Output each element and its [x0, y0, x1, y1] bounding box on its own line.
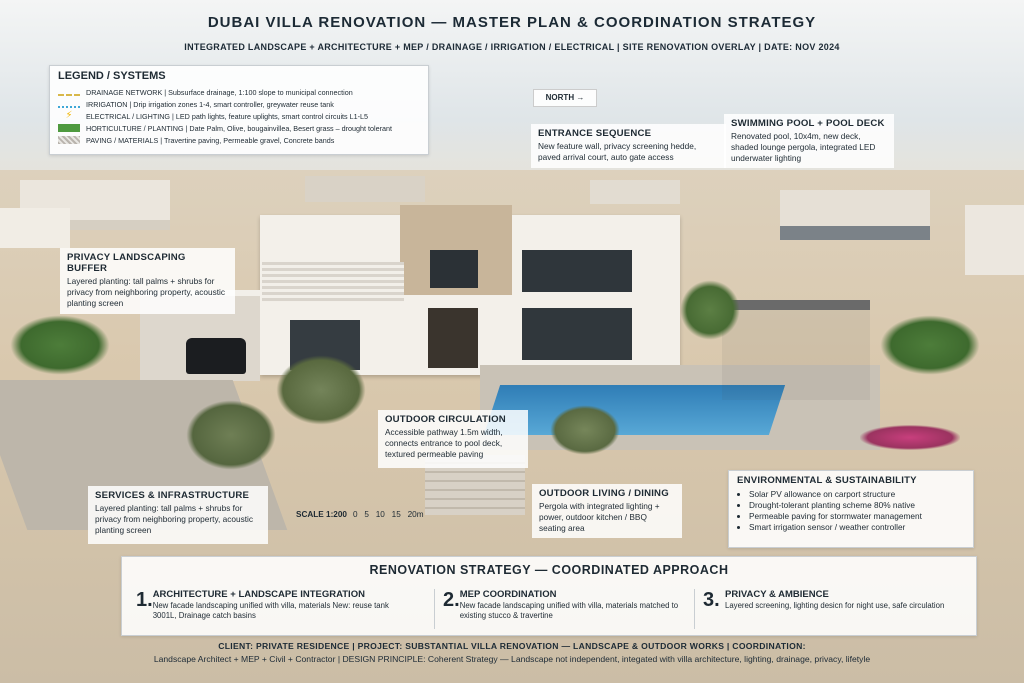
strategy-desc: Layered screening, lighting desicn for night use, safe circulation [725, 601, 945, 610]
strategy-text [725, 589, 944, 629]
neighbor-villa-center-right [590, 180, 680, 204]
strategy-desc: New facade landscaping unified with villa, materials New: reuse tank 3001L, Drainage catch basins [152, 601, 389, 620]
strategy-column-3 [694, 589, 973, 629]
callout-living [532, 484, 682, 538]
lightning-icon: ⚡ [65, 110, 73, 121]
environment-list [737, 489, 965, 533]
strategy-title: MEP COORDINATION [459, 589, 557, 600]
neighbor-villa-far-right [965, 205, 1024, 275]
villa-window-upper [430, 250, 478, 288]
legend-label: PAVING / MATERIALS | Travertine paving, Permeable gravel, Concrete bands [86, 135, 335, 145]
dotted-line-icon [58, 106, 80, 108]
parked-car [186, 338, 246, 374]
legend-panel [49, 65, 429, 155]
olive-tree-left [186, 400, 276, 470]
villa-louvres [262, 262, 404, 302]
callout-title: ENTRANCE SEQUENCE [538, 128, 652, 139]
scale-ticks: 0 5 10 15 20m [352, 510, 424, 519]
callout-text: Pergola with integrated lighting + power, outdoor kitchen / BBQ seating area [539, 501, 660, 533]
strategy-heading: RENOVATION STRATEGY — COORDINATED APPROACH [369, 563, 729, 577]
legend-label: DRAINAGE NETWORK | Subsurface drainage, 1:100 slope to municipal connection [86, 87, 353, 97]
callout-title: SWIMMING POOL + POOL DECK [731, 118, 885, 129]
callout-text: Layered planting: tall palms + shrubs for privacy from neighboring property, acoustic planting screen [67, 276, 226, 308]
legend-item-drainage [58, 86, 420, 98]
strategy-column-1 [136, 589, 406, 629]
strategy-column-2 [434, 589, 693, 629]
callout-pool [724, 114, 894, 168]
pergola [722, 300, 870, 400]
villa-entrance-door [428, 308, 478, 368]
strategy-desc: New facade landscaping unified with villa, materials matched to existing stucco & travertine [459, 601, 679, 620]
strategy-number: 3. [703, 589, 720, 611]
scale-bar [296, 510, 424, 519]
callout-entrance [531, 124, 726, 168]
olive-tree-pool [550, 405, 620, 455]
bougainvillea-bed [860, 425, 960, 450]
callout-environment [728, 470, 974, 548]
palm-tree-left [10, 315, 110, 375]
callout-text: Renovated pool, 10x4m, new deck, shaded lounge pergola, integrated LED underwater lighting [731, 131, 876, 163]
north-indicator: NORTH → [533, 89, 597, 107]
green-bar-icon [58, 124, 80, 132]
list-item: • Solar PV allowance on carport structure [749, 489, 965, 500]
legend-item-irrigation [58, 98, 420, 110]
callout-title: OUTDOOR LIVING / DINING [539, 488, 669, 499]
footer [0, 640, 1024, 670]
callout-title: OUTDOOR CIRCULATION [385, 414, 506, 425]
strategy-number: 2. [443, 589, 460, 611]
neighbor-villa-left-far [0, 208, 70, 248]
legend-label: HORTICULTURE / PLANTING | Date Palm, Olive, bougainvillea, Besert grass – drought tolerant [86, 123, 392, 133]
callout-text: Accessible pathway 1.5m width, connects entrance to pool deck, textured permeable paving [385, 427, 503, 459]
footer-line-1: CLIENT: PRIVATE RESIDENCE | PROJECT: SUBSTANTIAL VILLA RENOVATION — LANDSCAPE & OUTDOOR WORKS | COORDINATION: [218, 641, 806, 651]
neighbor-villa-right [780, 190, 930, 240]
callout-title: PRIVACY LANDSCAPING BUFFER [67, 252, 186, 274]
legend-heading: LEGEND / SYSTEMS [58, 70, 166, 82]
strategy-number: 1. [136, 589, 153, 611]
strategy-title: PRIVACY & AMBIENCE [725, 589, 829, 600]
villa-window-lower-right [522, 308, 632, 360]
callout-privacy [60, 248, 235, 314]
legend-label: ELECTRICAL / LIGHTING | LED path lights, feature uplights, smart control circuits L1-L5 [86, 111, 369, 121]
dashed-line-icon [58, 94, 80, 96]
hatch-icon [58, 136, 80, 144]
villa-window-upper-right [522, 250, 632, 292]
palm-tree-right [880, 315, 980, 375]
list-item: • Smart irrigation sensor / weather controller [749, 522, 965, 533]
list-item: • Drought-tolerant planting scheme 80% native [749, 500, 965, 511]
strategy-title: ARCHITECTURE + LANDSCAPE INTEGRATION [152, 589, 365, 600]
strategy-text [460, 589, 693, 629]
callout-title: ENVIRONMENTAL & SUSTAINABILITY [737, 475, 917, 486]
strategy-panel [121, 556, 977, 636]
callout-title: SERVICES & INFRASTRUCTURE [95, 490, 250, 501]
neighbor-villa-center [305, 176, 425, 202]
list-item: • Permeable paving for stormwater management [749, 511, 965, 522]
legend-item-paving [58, 134, 420, 146]
callout-services [88, 486, 268, 544]
callout-text: Layered planting: tall palms + shrubs for privacy from neighboring property, acoustic planting screen [95, 503, 254, 535]
callout-text: New feature wall, privacy screening hedde, paved arrival court, auto gate access [538, 141, 697, 162]
page-title: DUBAI VILLA RENOVATION — MASTER PLAN & COORDINATION STRATEGY [207, 14, 817, 31]
hedge-right [680, 280, 740, 340]
page-subtitle: INTEGRATED LANDSCAPE + ARCHITECTURE + MEP / DRAINAGE / IRRIGATION / ELECTRICAL | SITE RENOVATION OVERLAY | DATE: NOV 2024 [184, 42, 840, 52]
footer-line-2: Landscape Architect + MEP + Civil + Contractor | DESIGN PRINCIPLE: Coherent Strategy — Landscape not independent, integated with villa architecture, lighting, drainage, privacy, lifetyle [153, 654, 871, 664]
legend-item-electrical [58, 110, 420, 122]
legend-item-horticulture [58, 122, 420, 134]
legend-label: IRRIGATION | Drip irrigation zones 1-4, smart controller, greywater reuse tank [86, 99, 334, 109]
callout-circulation [378, 410, 528, 468]
strategy-text [153, 589, 406, 629]
scale-label: SCALE 1:200 [296, 510, 347, 519]
olive-tree-center [276, 355, 366, 425]
